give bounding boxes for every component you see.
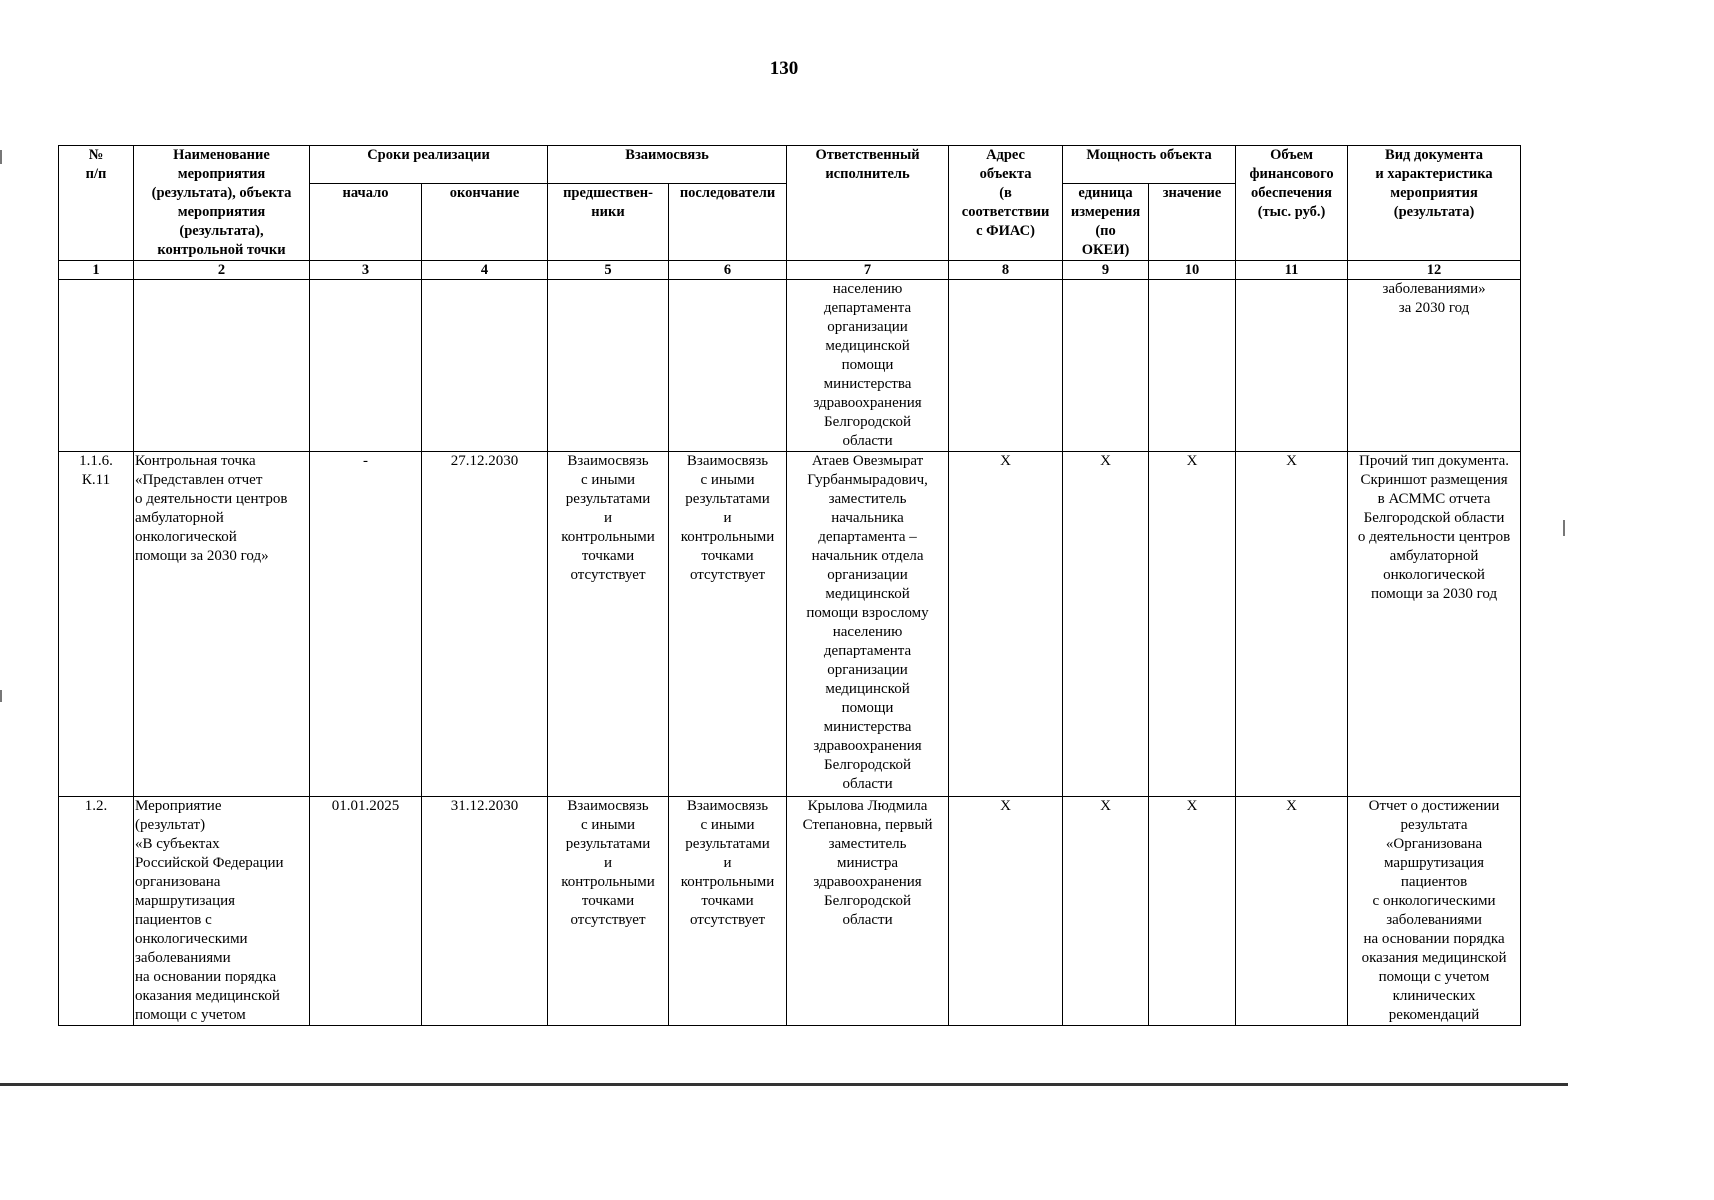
cell-value: X xyxy=(1149,452,1236,797)
cell-value: X xyxy=(1149,797,1236,1026)
page-number: 130 xyxy=(769,58,799,79)
cell-predecessors xyxy=(548,280,669,452)
header-start: начало xyxy=(310,184,422,261)
col-number: 12 xyxy=(1348,261,1521,280)
cell-predecessors: Взаимосвязь с иными результатами и контрольными точками отсутствует xyxy=(548,452,669,797)
header-value: значение xyxy=(1149,184,1236,261)
cell-successors xyxy=(669,280,787,452)
header-address: Адрес объекта (в соответствии с ФИАС) xyxy=(949,146,1063,261)
scan-edge-mark xyxy=(1563,520,1565,536)
cell-unit xyxy=(1063,280,1149,452)
cell-start xyxy=(310,280,422,452)
cell-responsible: населению департамента организации медицинской помощи министерства здравоохранения Белгородской области xyxy=(787,280,949,452)
cell-unit: X xyxy=(1063,452,1149,797)
table-row-continuation xyxy=(59,280,1521,452)
cell-address: X xyxy=(949,452,1063,797)
cell-name: Мероприятие (результат) «В субъектах Российской Федерации организована маршрутизация пациентов с онкологическими заболеваниями на основании порядка оказания медицинской помощи с учетом xyxy=(134,797,310,1026)
header-deadlines: Сроки реализации xyxy=(310,146,548,184)
cell-end xyxy=(422,280,548,452)
header-financing: Объем финансового обеспечения (тыс. руб.) xyxy=(1236,146,1348,261)
header-unit: единица измерения (по ОКЕИ) xyxy=(1063,184,1149,261)
cell-num: 1.1.6. К.11 xyxy=(59,452,134,797)
col-number: 5 xyxy=(548,261,669,280)
header-document: Вид документа и характеристика мероприятия (результата) xyxy=(1348,146,1521,261)
header-end: окончание xyxy=(422,184,548,261)
col-number: 9 xyxy=(1063,261,1149,280)
cell-value xyxy=(1149,280,1236,452)
cell-address: X xyxy=(949,797,1063,1026)
cell-name xyxy=(134,280,310,452)
col-number: 6 xyxy=(669,261,787,280)
header-relationship: Взаимосвязь xyxy=(548,146,787,184)
header-capacity: Мощность объекта xyxy=(1063,146,1236,184)
plan-table xyxy=(58,145,1521,1026)
col-number: 7 xyxy=(787,261,949,280)
cell-predecessors: Взаимосвязь с иными результатами и контрольными точками отсутствует xyxy=(548,797,669,1026)
cell-document: заболеваниями» за 2030 год xyxy=(1348,280,1521,452)
cell-document: Отчет о достижении результата «Организована маршрутизация пациентов с онкологическими заболеваниями на основании порядка оказания медицинской помощи с учетом клинических рекомендаций xyxy=(1348,797,1521,1026)
scan-bottom-edge xyxy=(0,1083,1568,1086)
col-number: 8 xyxy=(949,261,1063,280)
scan-edge-mark xyxy=(0,690,2,702)
header-successors: последователи xyxy=(669,184,787,261)
col-number: 11 xyxy=(1236,261,1348,280)
cell-unit: X xyxy=(1063,797,1149,1026)
cell-financing: X xyxy=(1236,797,1348,1026)
cell-end: 27.12.2030 xyxy=(422,452,548,797)
col-number: 4 xyxy=(422,261,548,280)
header-responsible: Ответственный исполнитель xyxy=(787,146,949,261)
header-num: № п/п xyxy=(59,146,134,261)
header-predecessors: предшествен- ники xyxy=(548,184,669,261)
cell-start: - xyxy=(310,452,422,797)
header-row-1 xyxy=(59,146,1521,184)
cell-document: Прочий тип документа. Скриншот размещения в АСММС отчета Белгородской области о деятельности центров амбулаторной онкологической помощи за 2030 год xyxy=(1348,452,1521,797)
scan-edge-mark xyxy=(0,150,2,164)
cell-name: Контрольная точка «Представлен отчет о деятельности центров амбулаторной онкологической помощи за 2030 год» xyxy=(134,452,310,797)
table-row-1-2 xyxy=(59,797,1521,1026)
col-number: 1 xyxy=(59,261,134,280)
header-name: Наименование мероприятия (результата), объекта мероприятия (результата), контрольной точки xyxy=(134,146,310,261)
cell-financing: X xyxy=(1236,452,1348,797)
column-number-row xyxy=(59,261,1521,280)
cell-end: 31.12.2030 xyxy=(422,797,548,1026)
cell-financing xyxy=(1236,280,1348,452)
cell-address xyxy=(949,280,1063,452)
cell-successors: Взаимосвязь с иными результатами и контрольными точками отсутствует xyxy=(669,797,787,1026)
col-number: 2 xyxy=(134,261,310,280)
cell-responsible: Атаев Овезмырат Гурбанмырадович, заместитель начальника департамента – начальник отдела организации медицинской помощи взрослому населению департамента организации медицинской помощи министерства здравоохранения Белгородской области xyxy=(787,452,949,797)
cell-start: 01.01.2025 xyxy=(310,797,422,1026)
col-number: 10 xyxy=(1149,261,1236,280)
col-number: 3 xyxy=(310,261,422,280)
cell-successors: Взаимосвязь с иными результатами и контрольными точками отсутствует xyxy=(669,452,787,797)
cell-num: 1.2. xyxy=(59,797,134,1026)
table-row-1-1-6-k11 xyxy=(59,452,1521,797)
cell-num xyxy=(59,280,134,452)
cell-responsible: Крылова Людмила Степановна, первый заместитель министра здравоохранения Белгородской области xyxy=(787,797,949,1026)
